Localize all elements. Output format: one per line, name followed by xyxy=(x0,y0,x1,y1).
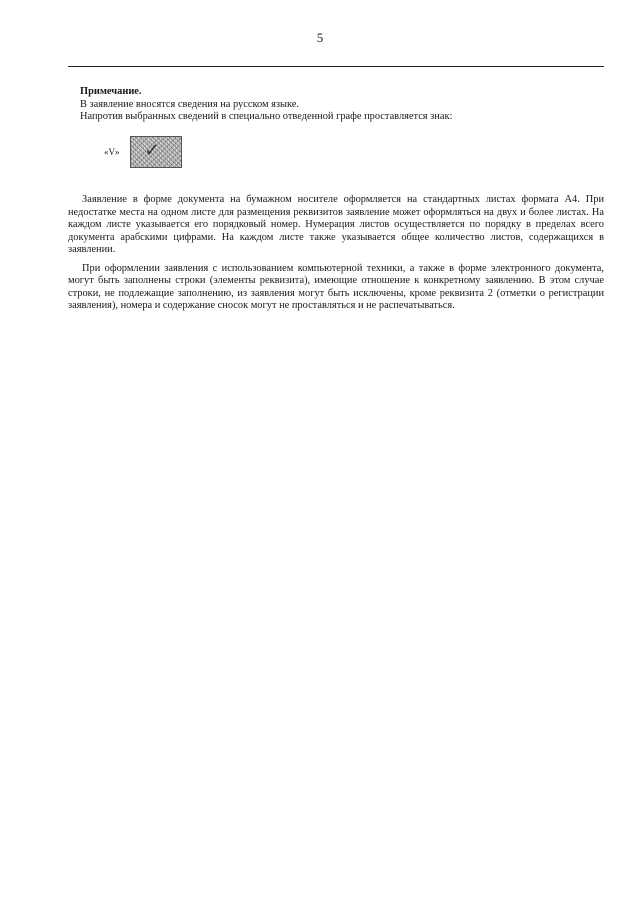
sign-example-text: «V» xyxy=(104,147,120,157)
note-block xyxy=(80,86,600,124)
note-line-sign: Напротив выбранных сведений в специально отведенной графе проставляется знак: xyxy=(80,111,453,123)
paragraph-electronic-format: При оформлении заявления с использованием компьютерной техники, а также в форме электронного документа, могут быть заполнены строки (элементы реквизита), имеющие отношение к конкретному заявлению. В этом случае строки, не подлежащие заполнению, из заявления могут быть исключены, кроме реквизита 2 (отметки о регистрации заявления), номера и содержание сносок могут не проставляться и не распечатываться. xyxy=(68,262,604,311)
sign-example xyxy=(104,136,182,168)
note-line-language: В заявление вносятся сведения на русском языке. xyxy=(80,98,300,110)
page-number: 5 xyxy=(316,30,324,45)
body-text xyxy=(68,194,604,319)
note-heading: Примечание. xyxy=(80,86,142,97)
sign-example-box xyxy=(130,136,182,168)
header-divider xyxy=(68,66,604,67)
check-mark-icon: ✓ xyxy=(144,140,160,160)
paragraph-paper-format: Заявление в форме документа на бумажном носителе оформляется на стандартных листах формата А4. При недостатке места на одном листе для размещения реквизитов заявление может оформляться на двух и более листах. На каждом листе указывается его порядковый номер. Нумерация листов осуществляется по порядку в пределах всего документа арабскими цифрами. На каждом листе также указывается общее количество листов, содержащихся в заявлении. xyxy=(68,194,604,255)
